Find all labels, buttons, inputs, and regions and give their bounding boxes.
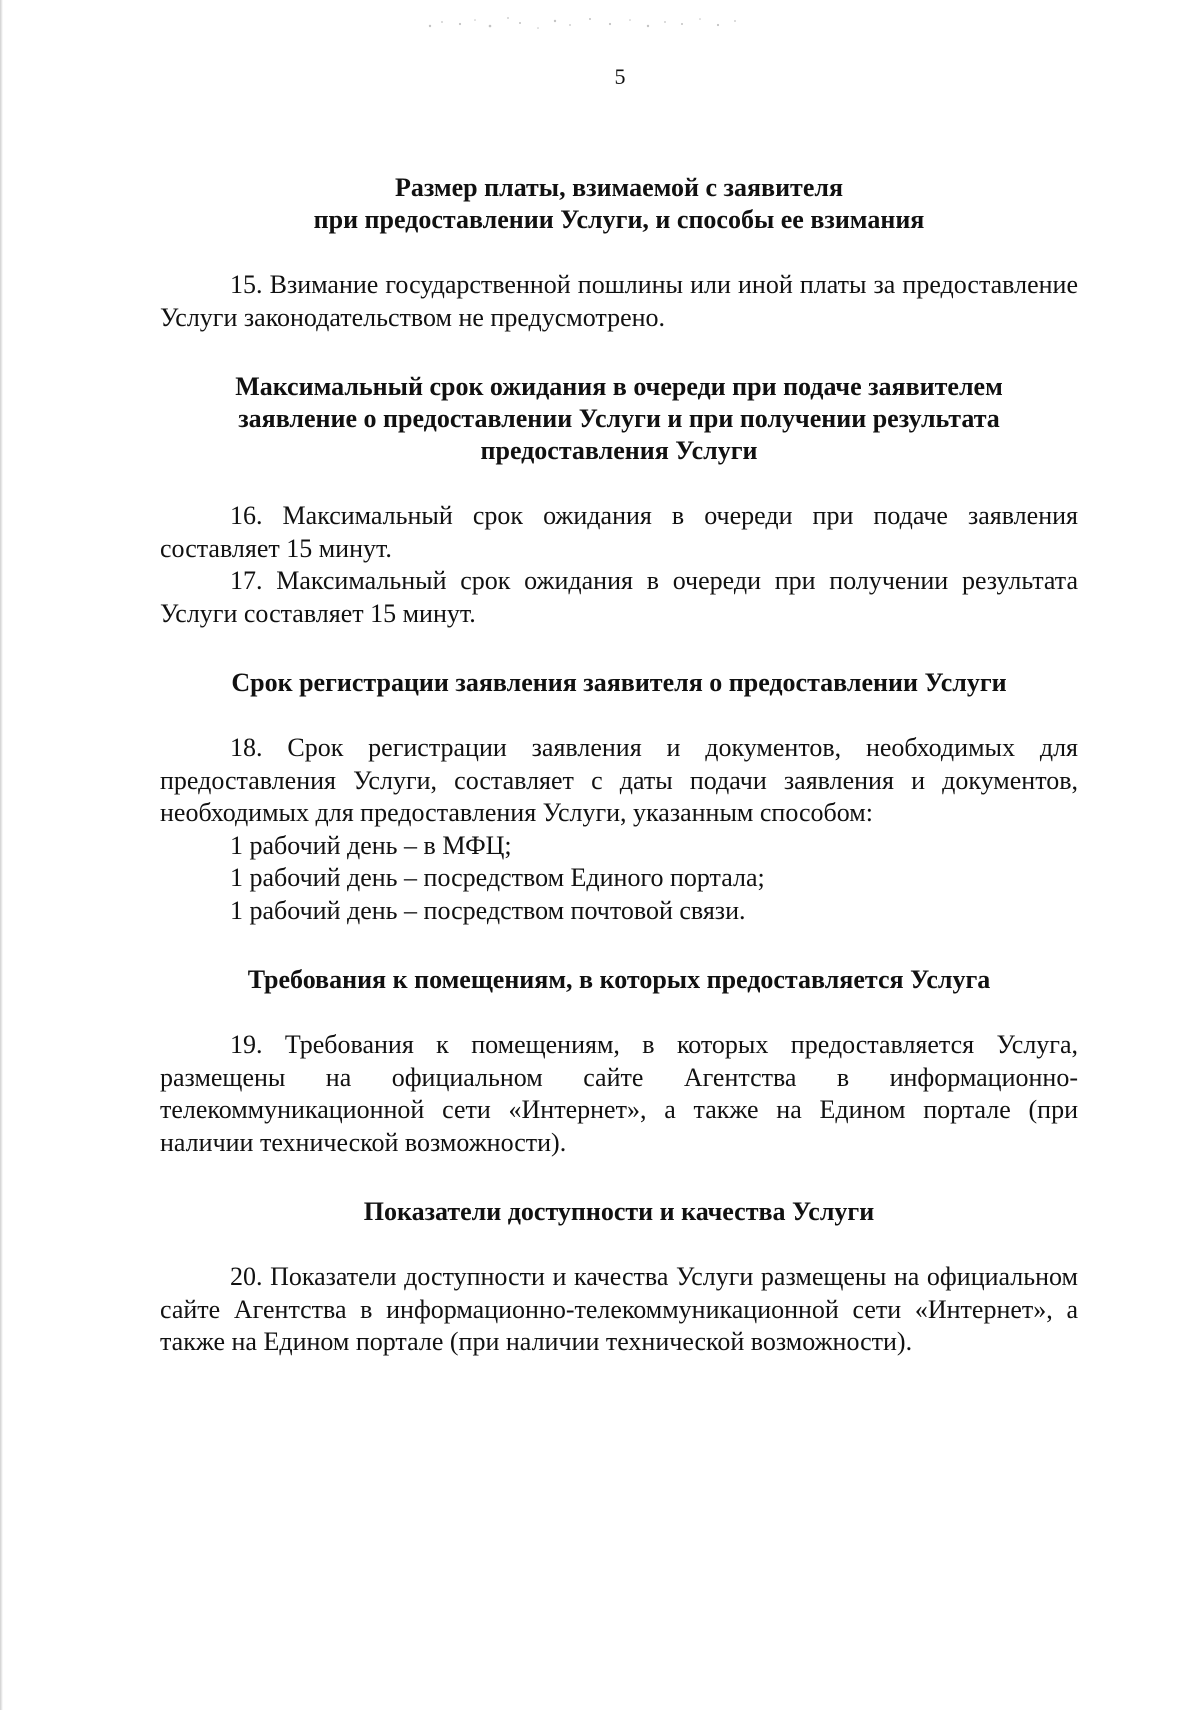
scan-noise-mark bbox=[420, 8, 750, 36]
heading-spacer bbox=[160, 467, 1078, 500]
section-spacer bbox=[160, 630, 1078, 667]
numbered-paragraph: 20. Показатели доступности и качества Услуги размещены на официальном сайте Агентства в информационно-телекоммуникационной сети «Интернет», а также на Едином портале (при наличии технической возможности). bbox=[160, 1262, 1078, 1356]
section-heading-line: Срок регистрации заявления заявителя о предоставлении Услуги bbox=[231, 668, 1007, 697]
list-item: 1 рабочий день – в МФЦ; bbox=[230, 830, 512, 860]
page-number: 5 bbox=[614, 64, 626, 89]
numbered-paragraph: 19. Требования к помещениям, в которых предоставляется Услуга, размещены на официальном сайте Агентства в информационно-телекоммуникационной сети «Интернет», а также на Едином портале (при наличии технической возможности). bbox=[160, 1030, 1078, 1157]
heading-spacer bbox=[160, 699, 1078, 732]
numbered-paragraph: 15. Взимание государственной пошлины или иной платы за предоставление Услуги законодательством не предусмотрено. bbox=[160, 270, 1078, 332]
section-heading bbox=[160, 371, 1078, 467]
section-heading-line: Требования к помещениям, в которых предоставляется Услуга bbox=[247, 965, 991, 994]
section-spacer bbox=[160, 1159, 1078, 1196]
document-body bbox=[160, 172, 1078, 1359]
section-spacer bbox=[160, 927, 1078, 964]
numbered-paragraph: 18. Срок регистрации заявления и документов, необходимых для предоставления Услуги, составляет с даты подачи заявления и документов, необходимых для предоставления Услуги, указанным способом: bbox=[160, 733, 1078, 827]
section-heading bbox=[160, 667, 1078, 699]
section-heading-line: Максимальный срок ожидания в очереди при подаче заявителем bbox=[235, 372, 1003, 401]
heading-spacer bbox=[160, 236, 1078, 269]
scan-edge-shadow bbox=[0, 0, 3, 1710]
section-heading-line: заявление о предоставлении Услуги и при получении результата bbox=[238, 404, 1000, 433]
section-spacer bbox=[160, 334, 1078, 371]
document-section bbox=[160, 334, 1078, 630]
section-heading-line: предоставления Услуги bbox=[480, 436, 758, 465]
section-heading-line: Показатели доступности и качества Услуги bbox=[363, 1197, 875, 1226]
section-heading-line: Размер платы, взимаемой с заявителя bbox=[394, 173, 844, 202]
heading-spacer bbox=[160, 1228, 1078, 1261]
section-heading bbox=[160, 964, 1078, 996]
numbered-paragraph: 17. Максимальный срок ожидания в очереди при получении результата Услуги составляет 15 минут. bbox=[160, 566, 1078, 628]
document-section bbox=[160, 1159, 1078, 1359]
section-heading-line: при предоставлении Услуги, и способы ее взимания bbox=[313, 205, 925, 234]
list-item: 1 рабочий день – посредством почтовой связи. bbox=[230, 895, 746, 925]
document-section bbox=[160, 172, 1078, 334]
heading-spacer bbox=[160, 996, 1078, 1029]
list-item: 1 рабочий день – посредством Единого портала; bbox=[230, 863, 765, 892]
section-heading bbox=[160, 1196, 1078, 1228]
numbered-paragraph: 16. Максимальный срок ожидания в очереди при подаче заявления составляет 15 минут. bbox=[160, 501, 1078, 563]
document-section bbox=[160, 630, 1078, 927]
section-heading bbox=[160, 172, 1078, 236]
document-section bbox=[160, 927, 1078, 1159]
